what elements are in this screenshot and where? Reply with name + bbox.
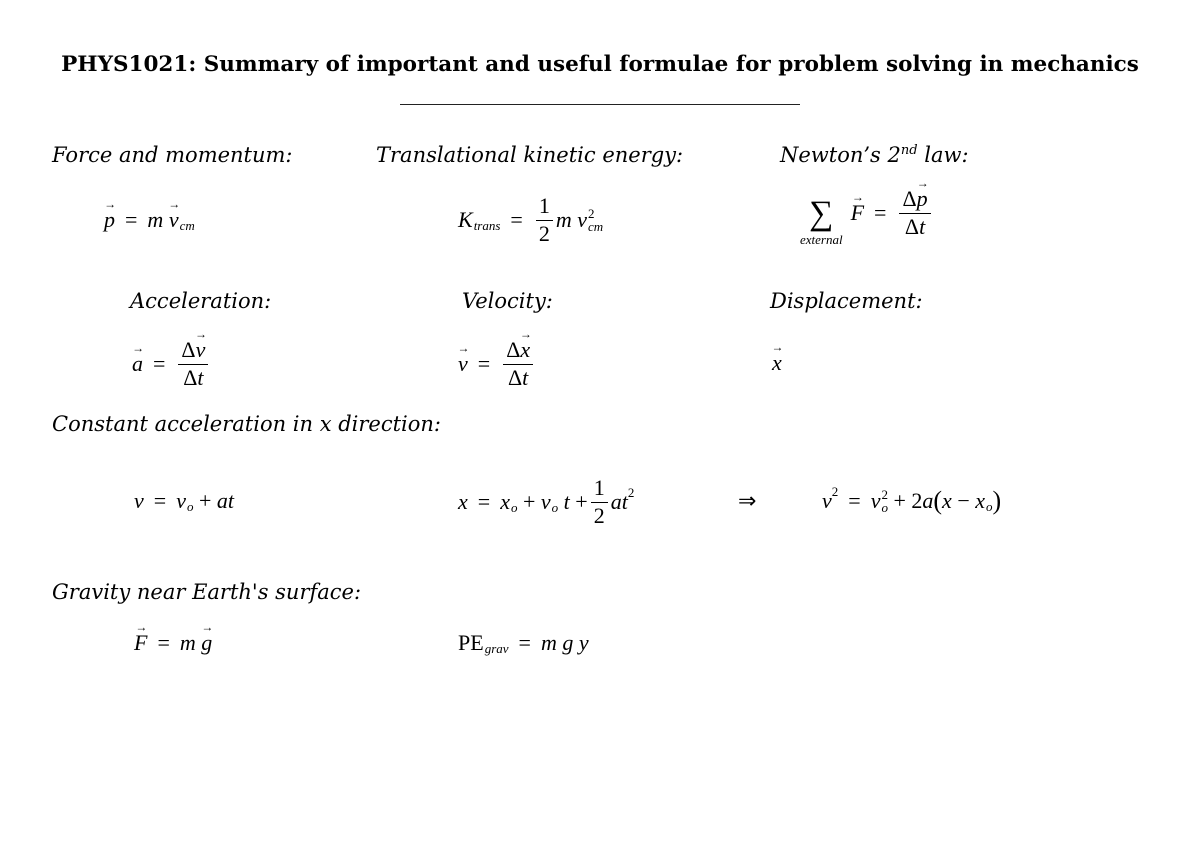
heading-acceleration: Acceleration: xyxy=(130,289,272,313)
heading-newton-second-law: Newton’s 2nd law: xyxy=(780,143,969,167)
formula-velocity-time: v = v o + at xyxy=(134,488,234,514)
heading-kinetic-energy: Translational kinetic energy: xyxy=(376,143,684,167)
formula-velocity: → v = $\frac{\Delta\to x}{\Delta t}$ xyxy=(458,334,536,394)
heading-displacement: Displacement: xyxy=(770,289,923,313)
formula-displacement: → x xyxy=(772,348,782,378)
heading-velocity: Velocity: xyxy=(462,289,553,313)
heading-constant-acceleration: Constant acceleration in x direction: xyxy=(52,412,442,436)
implies-arrow: ⇒ xyxy=(738,488,757,513)
page-title: PHYS1021: Summary of important and useful formulae for problem solving in mechanics xyxy=(61,52,1139,77)
formula-velocity-position: v 2 = v 2 o + 2 a ( x − x o ) xyxy=(822,484,1002,515)
formula-acceleration: → a = $\frac{\Delta\to v}{\Delta t}$ xyxy=(132,334,211,394)
formula-gravitational-pe: PE grav = m g y xyxy=(458,630,589,656)
formula-momentum: → p = m → v cm xyxy=(104,200,195,240)
formula-kinetic-energy: K trans = $\frac{1}{2}$ m v 2 cm xyxy=(458,193,604,246)
heading-force-momentum: Force and momentum: xyxy=(52,143,293,167)
formula-gravity-force: → F = m → g xyxy=(134,626,212,660)
title-underline xyxy=(400,104,800,105)
formula-position-time: x = x o + v o t + $\frac{1}{2}$ at 2 xyxy=(458,475,635,528)
heading-gravity: Gravity near Earth's surface: xyxy=(52,580,362,604)
formula-newton-second-law: ∑ external → F = $\frac{\Delta\to p}{\Delta t}$ xyxy=(800,186,934,256)
